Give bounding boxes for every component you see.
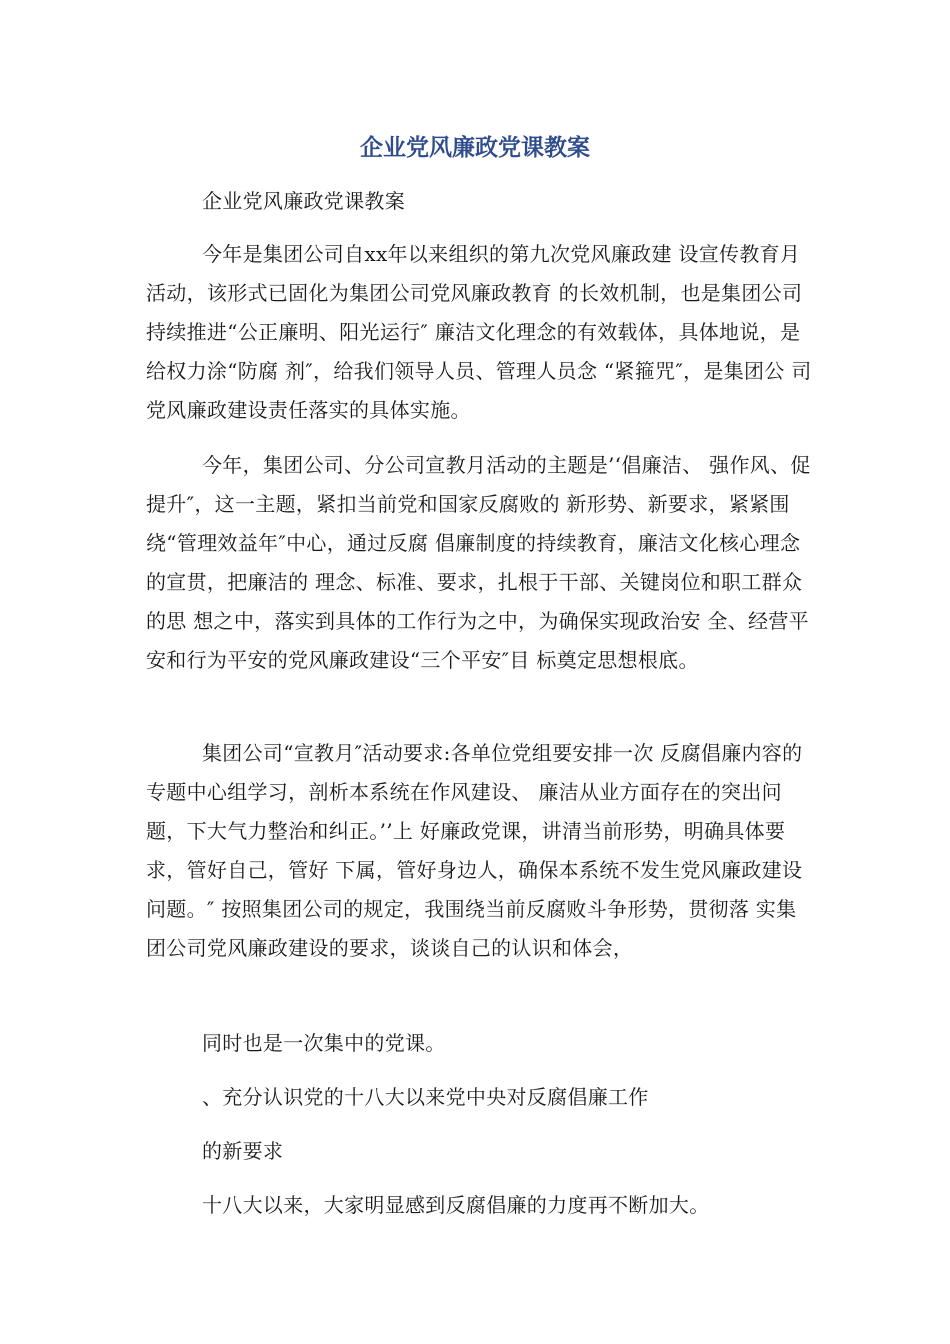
section-heading-line-2: 的新要求 bbox=[202, 1139, 284, 1163]
paragraph-3: 集团公司“宣教月″活动要求:各单位党组要安排一次 反腐倡廉内容的专题中心组学习，剖析本系统在作风建设、 廉洁从业方面存在的突出问题，下大气力整治和纠正。’’上 好廉政党课，讲清当前形势，明确具体要求，管好自己，管好 下属，管好身边人，确保本系统不发生党风廉政建设问题。″ 按照集团公司的规定，我围绕当前反腐败斗争形势，贯彻落 实集团公司党风廉政建设的要求，谈谈自己的认识和体会， bbox=[146, 741, 803, 960]
section-heading-line-1: 、充分认识党的十八大以来党中央对反腐倡廉工作 bbox=[202, 1085, 649, 1109]
paragraph-1: 今年是集团公司自xx年以来组织的第九次党风廉政建 设宣传教育月活动，该形式已固化为集团公司党风廉政教育 的长效机制，也是集团公司持续推进“公正廉明、阳光运行″ 廉洁文化理念的有效载体，具体地说，是给权力涂“防腐 剂″，给我们领导人员、管理人员念 “紧箍咒″，是集团公 司党风廉政建设责任落实的具体实施。 bbox=[146, 242, 812, 422]
paragraph-4: 同时也是一次集中的党课。 bbox=[202, 1031, 446, 1055]
document-subtitle: 企业党风廉政党课教案 bbox=[202, 189, 405, 213]
document-title: 企业党风廉政党课教案 bbox=[360, 135, 590, 161]
paragraph-2: 今年，集团公司、分公司宣教月活动的主题是’‘倡廉洁、 强作风、促提升″，这一主题，紧扣当前党和国家反腐败的 新形势、新要求，紧紧围绕“管理效益年″中心，通过反腐 倡廉制度的持续教育，廉洁文化核心理念的宣贯，把廉洁的 理念、标准、要求，扎根于干部、关键岗位和职工群众的思 想之中，落实到具体的工作行为之中，为确保实现政治安 全、经营平安和行为平安的党风廉政建设“三个平安″目 标奠定思想根底。 bbox=[146, 453, 811, 672]
paragraph-5: 十八大以来，大家明显感到反腐倡廉的力度再不断加大。 bbox=[202, 1193, 710, 1217]
